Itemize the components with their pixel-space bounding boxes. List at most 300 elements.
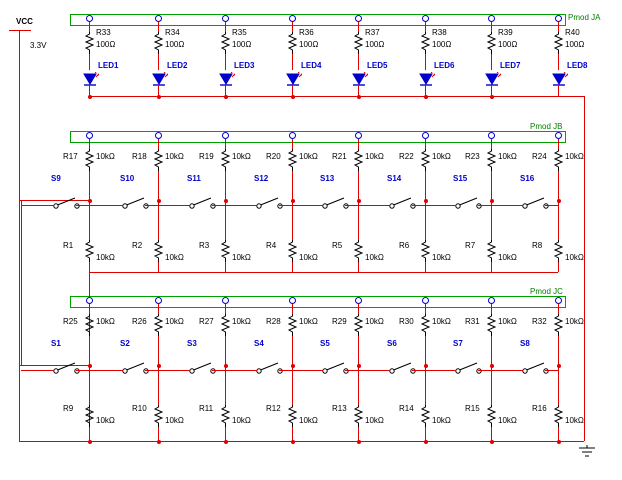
pmod-jb-pin-6[interactable] [422, 132, 429, 139]
label-S11: S11 [187, 174, 201, 183]
jb-pin-wire-4 [358, 139, 359, 149]
value-R14: 10kΩ [432, 416, 451, 425]
label-R31: R31 [465, 317, 480, 326]
resistor-R30 [421, 314, 430, 336]
label-R6: R6 [399, 241, 410, 250]
pmod-ja-pin-7[interactable] [488, 15, 495, 22]
led-cathode-rail [89, 96, 584, 97]
resistor-R29 [354, 314, 363, 336]
value-R11: 10kΩ [232, 416, 251, 425]
jc-pin-wire-5 [425, 304, 426, 314]
right-vertical-rail [584, 96, 585, 441]
value-R7: 10kΩ [498, 253, 517, 262]
label-R34: R34 [165, 28, 180, 37]
resistor-R34 [154, 32, 163, 54]
vcc-bar [9, 30, 31, 31]
label-R16: R16 [532, 404, 547, 413]
pmod-ja-pin-5[interactable] [355, 15, 362, 22]
pmod-ja-pin-4[interactable] [289, 15, 296, 22]
gnd-node-0 [88, 440, 92, 444]
label-LED2: LED2 [167, 61, 188, 70]
resistor-R14 [421, 405, 430, 427]
jc-switch-node-2 [224, 364, 228, 368]
label-R40: R40 [565, 28, 580, 37]
jc-pin-wire-6 [491, 304, 492, 314]
label-R22: R22 [399, 152, 414, 161]
label-R25: R25 [63, 317, 78, 326]
resistor-R26 [154, 314, 163, 336]
value-R17: 10kΩ [96, 152, 115, 161]
vcc-feed-vertical [21, 200, 22, 365]
jc-node-down-6 [491, 365, 492, 405]
jc-switch-left-feed-6 [423, 370, 456, 371]
jc-switch-right-wire-0 [76, 370, 89, 371]
value-R39: 100Ω [498, 40, 518, 49]
label-S15: S15 [453, 174, 468, 183]
jb-pin-wire-0 [89, 139, 90, 149]
jb-node-down-0 [89, 200, 90, 240]
pmod-ja-pin-2[interactable] [155, 15, 162, 22]
label-R28: R28 [266, 317, 281, 326]
pmod-jb-pin-3[interactable] [222, 132, 229, 139]
resistor-R38 [421, 32, 430, 54]
jb-switch-left-feed-7 [490, 205, 523, 206]
label-R36: R36 [299, 28, 314, 37]
value-R6: 10kΩ [432, 253, 451, 262]
value-R3: 10kΩ [232, 253, 251, 262]
ground-symbol [578, 445, 596, 457]
resistor-R31 [487, 314, 496, 336]
jc-switch-node-5 [424, 364, 428, 368]
value-R40: 100Ω [565, 40, 585, 49]
resistor-R1 [85, 240, 94, 262]
label-R29: R29 [332, 317, 347, 326]
pmod-ja-pin-3[interactable] [222, 15, 229, 22]
label-R8: R8 [532, 241, 543, 250]
pmod-jc-pin-8[interactable] [555, 297, 562, 304]
pmod-jc-pin-1[interactable] [86, 297, 93, 304]
jc-switch-node-0 [88, 364, 92, 368]
jc-res-down-3 [292, 336, 293, 365]
jb-res-down-4 [358, 171, 359, 200]
value-R36: 100Ω [299, 40, 319, 49]
ja-node-6 [490, 95, 494, 99]
label-S16: S16 [520, 174, 535, 183]
resistor-R37 [354, 32, 363, 54]
jb-switch-right-wire-7 [545, 205, 558, 206]
ground-bottom-rail [19, 441, 584, 442]
jb-node-down-3 [292, 200, 293, 240]
value-R1: 10kΩ [96, 253, 115, 262]
resistor-R8 [554, 240, 563, 262]
value-R34: 100Ω [165, 40, 185, 49]
label-S14: S14 [387, 174, 402, 183]
jb-pulldown-down-2 [225, 262, 226, 272]
gnd-node-1 [157, 440, 161, 444]
resistor-R12 [288, 405, 297, 427]
resistor-R7 [487, 240, 496, 262]
jb-pulldown-down-1 [158, 262, 159, 272]
value-R24: 10kΩ [565, 152, 584, 161]
label-R3: R3 [199, 241, 210, 250]
jb-pin-wire-2 [225, 139, 226, 149]
ja-pin-wire-2 [225, 22, 226, 32]
ja-node-3 [291, 95, 295, 99]
label-R4: R4 [266, 241, 277, 250]
jb-pin-wire-3 [292, 139, 293, 149]
label-S2: S2 [120, 339, 130, 348]
gnd-node-6 [490, 440, 494, 444]
label-R24: R24 [532, 152, 547, 161]
label-R26: R26 [132, 317, 147, 326]
pmod-ja-pin-8[interactable] [555, 15, 562, 22]
jb-switch-left-feed-6 [423, 205, 456, 206]
jb-res-down-5 [425, 171, 426, 200]
jc-node-down-4 [358, 365, 359, 405]
jb-node-down-6 [491, 200, 492, 240]
jb-bottom-rail [89, 272, 558, 273]
jc-pin-wire-1 [158, 304, 159, 314]
jb-res-down-0 [89, 171, 90, 200]
jc-pin-wire-0 [89, 304, 90, 314]
jb-pin-wire-7 [558, 139, 559, 149]
value-R19: 10kΩ [232, 152, 251, 161]
pmod-jb-pin-1[interactable] [86, 132, 93, 139]
pmod-jc-label: Pmod JC [530, 287, 563, 296]
label-S10: S10 [120, 174, 135, 183]
jb-res-down-2 [225, 171, 226, 200]
resistor-R18 [154, 149, 163, 171]
value-R32: 10kΩ [565, 317, 584, 326]
jc-switch-left-feed-2 [157, 370, 190, 371]
jb-pin-wire-6 [491, 139, 492, 149]
ja-res-to-led-3 [292, 54, 293, 70]
jc-pin-wire-2 [225, 304, 226, 314]
jb-node-down-4 [358, 200, 359, 240]
gnd-node-2 [224, 440, 228, 444]
jc-node-down-7 [558, 365, 559, 405]
label-R19: R19 [199, 152, 214, 161]
ja-res-to-led-2 [225, 54, 226, 70]
jb-node-down-2 [225, 200, 226, 240]
jb-switch-left-feed-1 [90, 205, 123, 206]
jb-switch-node-7 [557, 199, 561, 203]
jb-switch-node-3 [291, 199, 295, 203]
ja-pin-wire-3 [292, 22, 293, 32]
jc-res-down-6 [491, 336, 492, 365]
ja-pin-wire-5 [425, 22, 426, 32]
resistor-R28 [288, 314, 297, 336]
label-R11: R11 [199, 404, 214, 413]
jc-node-down-5 [425, 365, 426, 405]
jc-switch-node-6 [490, 364, 494, 368]
value-R23: 10kΩ [498, 152, 517, 161]
pmod-ja-label: Pmod JA [568, 13, 601, 22]
jc-pulldown-down-3 [292, 427, 293, 441]
label-R14: R14 [399, 404, 414, 413]
jc-pin-wire-3 [292, 304, 293, 314]
ja-res-to-led-7 [558, 54, 559, 70]
label-R1: R1 [63, 241, 74, 250]
pmod-jc-pin-2[interactable] [155, 297, 162, 304]
ja-res-to-led-0 [89, 54, 90, 70]
jc-switch-node-3 [291, 364, 295, 368]
resistor-R27 [221, 314, 230, 336]
gnd-node-5 [424, 440, 428, 444]
pmod-jc-pin-6[interactable] [422, 297, 429, 304]
label-R13: R13 [332, 404, 347, 413]
label-R38: R38 [432, 28, 447, 37]
resistor-R32 [554, 314, 563, 336]
value-R28: 10kΩ [299, 317, 318, 326]
jb-node-down-1 [158, 200, 159, 240]
value-R21: 10kΩ [365, 152, 384, 161]
pmod-jc-pin-7[interactable] [488, 297, 495, 304]
resistor-R20 [288, 149, 297, 171]
label-R5: R5 [332, 241, 343, 250]
ja-led-to-rail-7 [558, 85, 559, 96]
jb-pulldown-down-0 [89, 262, 90, 272]
jb-pulldown-down-5 [425, 262, 426, 272]
value-R18: 10kΩ [165, 152, 184, 161]
value-R2: 10kΩ [165, 253, 184, 262]
jc-res-down-1 [158, 336, 159, 365]
resistor-R23 [487, 149, 496, 171]
jb-pulldown-down-7 [558, 262, 559, 272]
value-R35: 100Ω [232, 40, 252, 49]
value-R26: 10kΩ [165, 317, 184, 326]
jb-res-down-7 [558, 171, 559, 200]
pmod-jb-pin-5[interactable] [355, 132, 362, 139]
label-R27: R27 [199, 317, 214, 326]
ja-res-to-led-1 [158, 54, 159, 70]
pmod-jb-pin-4[interactable] [289, 132, 296, 139]
value-R29: 10kΩ [365, 317, 384, 326]
label-LED4: LED4 [301, 61, 322, 70]
ja-res-to-led-6 [491, 54, 492, 70]
jb-switch-left-feed-2 [157, 205, 190, 206]
ja-res-to-led-4 [358, 54, 359, 70]
resistor-R35 [221, 32, 230, 54]
value-R31: 10kΩ [498, 317, 517, 326]
jb-node-down-5 [425, 200, 426, 240]
jc-switch-left-feed-7 [490, 370, 523, 371]
label-R21: R21 [332, 152, 347, 161]
ja-pin-wire-1 [158, 22, 159, 32]
label-R23: R23 [465, 152, 480, 161]
jc-switch-left-feed-5 [357, 370, 390, 371]
gnd-node-3 [291, 440, 295, 444]
label-R9: R9 [63, 404, 74, 413]
resistor-R10 [154, 405, 163, 427]
ja-res-to-led-5 [425, 54, 426, 70]
resistor-R11 [221, 405, 230, 427]
jc-switch-left-feed-1 [90, 370, 123, 371]
pmod-jb-pin-8[interactable] [555, 132, 562, 139]
label-S9: S9 [51, 174, 61, 183]
label-R35: R35 [232, 28, 247, 37]
jc-pin-wire-7 [558, 304, 559, 314]
jb-switch-right-wire-0 [76, 205, 89, 206]
jc-switch-node-1 [157, 364, 161, 368]
vcc-label: VCC [16, 17, 33, 26]
jc-res-down-5 [425, 336, 426, 365]
resistor-R19 [221, 149, 230, 171]
value-R38: 100Ω [432, 40, 452, 49]
label-S7: S7 [453, 339, 463, 348]
jb-switch-node-5 [424, 199, 428, 203]
resistor-R13 [354, 405, 363, 427]
label-LED6: LED6 [434, 61, 455, 70]
resistor-R33 [85, 32, 94, 54]
jb-pin-wire-1 [158, 139, 159, 149]
resistor-R6 [421, 240, 430, 262]
jc-node-down-1 [158, 365, 159, 405]
ja-node-4 [357, 95, 361, 99]
jb-switch-node-1 [157, 199, 161, 203]
gnd-node-4 [357, 440, 361, 444]
resistor-R40 [554, 32, 563, 54]
jc-pulldown-down-2 [225, 427, 226, 441]
jb-pulldown-down-4 [358, 262, 359, 272]
label-S6: S6 [387, 339, 397, 348]
jb-switch-left-feed-3 [224, 205, 257, 206]
label-LED3: LED3 [234, 61, 255, 70]
label-S12: S12 [254, 174, 269, 183]
label-S3: S3 [187, 339, 197, 348]
jb-switch-node-4 [357, 199, 361, 203]
jb-switch-node-6 [490, 199, 494, 203]
resistor-R4 [288, 240, 297, 262]
resistor-R36 [288, 32, 297, 54]
value-R10: 10kΩ [165, 416, 184, 425]
jc-switch-left-feed-0 [21, 370, 54, 371]
label-R33: R33 [96, 28, 111, 37]
value-R15: 10kΩ [498, 416, 517, 425]
ja-pin-wire-4 [358, 22, 359, 32]
jc-pulldown-down-6 [491, 427, 492, 441]
resistor-R39 [487, 32, 496, 54]
jc-res-down-7 [558, 336, 559, 365]
label-S8: S8 [520, 339, 530, 348]
vcc-vertical-rail [19, 30, 20, 442]
value-R33: 100Ω [96, 40, 116, 49]
label-R12: R12 [266, 404, 281, 413]
label-R10: R10 [132, 404, 147, 413]
jb-pulldown-down-3 [292, 262, 293, 272]
resistor-R22 [421, 149, 430, 171]
jb-switch-left-feed-4 [290, 205, 323, 206]
jc-switch-right-wire-7 [545, 370, 558, 371]
label-S5: S5 [320, 339, 330, 348]
jc-node-down-3 [292, 365, 293, 405]
jc-switch-left-feed-3 [224, 370, 257, 371]
value-R16: 10kΩ [565, 416, 584, 425]
jc-res-down-4 [358, 336, 359, 365]
value-R37: 100Ω [365, 40, 385, 49]
label-LED8: LED8 [567, 61, 588, 70]
jc-node-down-2 [225, 365, 226, 405]
jc-switch-left-feed-4 [290, 370, 323, 371]
jb-res-down-1 [158, 171, 159, 200]
label-R7: R7 [465, 241, 476, 250]
jc-switch-node-7 [557, 364, 561, 368]
resistor-R9 [85, 405, 94, 427]
pmod-ja-pin-1[interactable] [86, 15, 93, 22]
resistor-R25 [85, 314, 94, 336]
label-S1: S1 [51, 339, 61, 348]
label-R37: R37 [365, 28, 380, 37]
jb-switch-left-feed-0 [21, 205, 54, 206]
ja-node-5 [424, 95, 428, 99]
value-R5: 10kΩ [365, 253, 384, 262]
pmod-jc-pin-5[interactable] [355, 297, 362, 304]
label-LED7: LED7 [500, 61, 521, 70]
value-R27: 10kΩ [232, 317, 251, 326]
resistor-R17 [85, 149, 94, 171]
ja-pin-wire-6 [491, 22, 492, 32]
gnd-node-7 [557, 440, 561, 444]
jc-pulldown-down-7 [558, 427, 559, 441]
label-R2: R2 [132, 241, 143, 250]
label-R20: R20 [266, 152, 281, 161]
resistor-R21 [354, 149, 363, 171]
jb-pin-wire-5 [425, 139, 426, 149]
pmod-jb-pin-2[interactable] [155, 132, 162, 139]
voltage-label: 3.3V [30, 41, 47, 50]
jc-res-down-0 [89, 336, 90, 365]
jb-switch-node-2 [224, 199, 228, 203]
jc-pin-wire-4 [358, 304, 359, 314]
jc-node-down-0 [89, 365, 90, 405]
value-R8: 10kΩ [565, 253, 584, 262]
value-R12: 10kΩ [299, 416, 318, 425]
resistor-R15 [487, 405, 496, 427]
jc-pulldown-down-0 [89, 427, 90, 441]
jc-pulldown-down-4 [358, 427, 359, 441]
pmod-ja-pin-6[interactable] [422, 15, 429, 22]
jb-switch-node-0 [88, 199, 92, 203]
value-R13: 10kΩ [365, 416, 384, 425]
label-LED5: LED5 [367, 61, 388, 70]
ja-pin-wire-7 [558, 22, 559, 32]
pmod-jb-label: Pmod JB [530, 122, 563, 131]
value-R22: 10kΩ [432, 152, 451, 161]
jc-pulldown-down-5 [425, 427, 426, 441]
jb-node-down-7 [558, 200, 559, 240]
value-R9: 10kΩ [96, 416, 115, 425]
ja-node-0 [88, 95, 92, 99]
label-R18: R18 [132, 152, 147, 161]
value-R20: 10kΩ [299, 152, 318, 161]
ja-node-1 [157, 95, 161, 99]
resistor-R24 [554, 149, 563, 171]
label-R30: R30 [399, 317, 414, 326]
pmod-jc-pin-4[interactable] [289, 297, 296, 304]
ja-node-2 [224, 95, 228, 99]
resistor-R16 [554, 405, 563, 427]
ja-pin-wire-0 [89, 22, 90, 32]
resistor-R2 [154, 240, 163, 262]
label-LED1: LED1 [98, 61, 119, 70]
label-S13: S13 [320, 174, 335, 183]
label-R15: R15 [465, 404, 480, 413]
value-R4: 10kΩ [299, 253, 318, 262]
jc-switch-node-4 [357, 364, 361, 368]
pmod-jb-pin-7[interactable] [488, 132, 495, 139]
value-R25: 10kΩ [96, 317, 115, 326]
pmod-jc-pin-3[interactable] [222, 297, 229, 304]
